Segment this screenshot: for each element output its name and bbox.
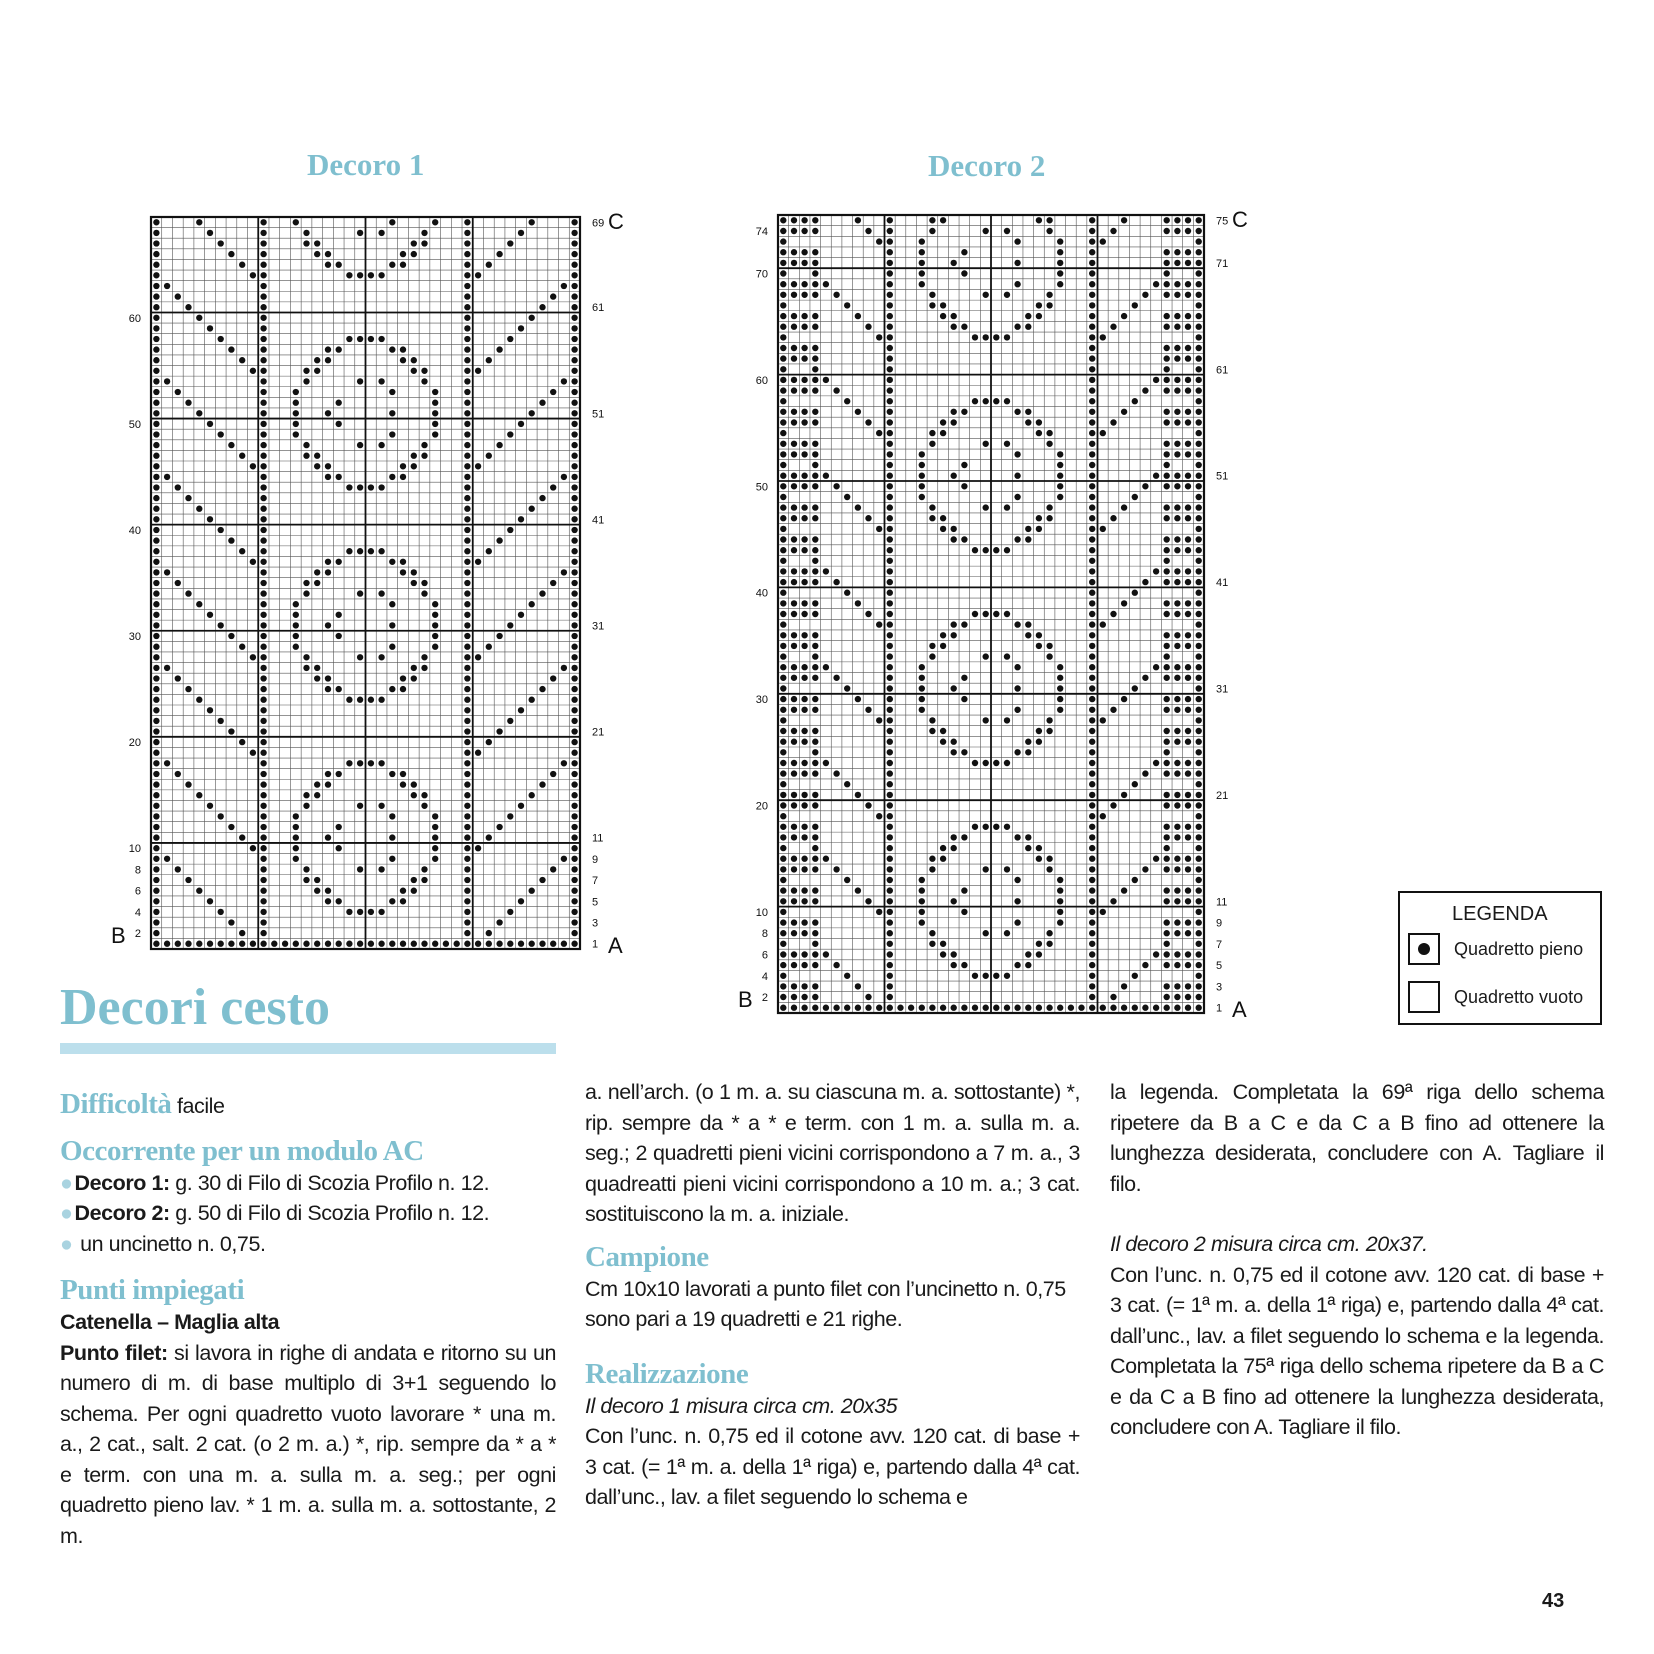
row-label-left: 2 xyxy=(134,928,141,941)
corner-a: A xyxy=(608,933,623,958)
decoro2-title: Decoro 2 xyxy=(928,148,1046,183)
legend xyxy=(1398,891,1602,1025)
row-label-right: 3 xyxy=(592,917,599,930)
corner-b: B xyxy=(738,987,753,1012)
row-label-right: 9 xyxy=(592,853,599,866)
corner-a: A xyxy=(1232,997,1247,1022)
legend-title: LEGENDA xyxy=(1452,903,1548,925)
legend-full-label: Quadretto pieno xyxy=(1454,938,1584,959)
full-square-icon xyxy=(1408,933,1440,965)
row-label-right: 41 xyxy=(592,514,605,527)
empty-square-icon xyxy=(1408,981,1440,1013)
row-label-right: 31 xyxy=(592,620,605,633)
points-subtitle: Catenella – Maglia alta xyxy=(60,1310,280,1334)
row-label-right: 5 xyxy=(592,896,599,909)
article-title: Decori cesto xyxy=(60,979,330,1036)
filet-paragraph xyxy=(60,1338,556,1552)
row-label-left: 2 xyxy=(761,992,768,1005)
material-3-text: un uncinetto n. 0,75. xyxy=(80,1231,266,1256)
row-label-left: 4 xyxy=(134,906,141,919)
row-label-left: 10 xyxy=(755,906,768,919)
row-label-right: 11 xyxy=(1216,896,1228,909)
row-label-right: 1 xyxy=(1216,1002,1223,1015)
row-label-left: 50 xyxy=(755,481,768,494)
difficulty-label: Difficoltà xyxy=(60,1088,172,1120)
row-label-right: 69 xyxy=(592,217,605,230)
make-title: Realizzazione xyxy=(585,1357,749,1390)
row-label-left: 30 xyxy=(128,631,141,644)
row-label-left: 60 xyxy=(755,374,768,387)
row-label-right: 61 xyxy=(1216,364,1229,377)
material-2-text: g. 50 di Filo di Scozia Profilo n. 12. xyxy=(175,1201,490,1225)
decoro1-instructions: Con l’unc. n. 0,75 ed il cotone avv. 120 cat. di base + 3 cat. (= 1ª m. a. della 1ª riga) e, partendo dalla 4ª cat. dall’unc., lav. a filet seguendo lo schema e xyxy=(585,1424,1080,1509)
row-label-left: 8 xyxy=(761,928,768,941)
sample-title: Campione xyxy=(585,1240,709,1273)
points-title: Punti impiegati xyxy=(60,1274,245,1306)
row-label-right: 51 xyxy=(1216,470,1229,483)
row-label-right: 7 xyxy=(592,875,599,888)
decoro1-title: Decoro 1 xyxy=(307,147,425,182)
row-label-left: 4 xyxy=(761,970,768,983)
material-1-text: g. 30 di Filo di Scozia Profilo n. 12. xyxy=(175,1170,490,1195)
decoro2-measure: Il decoro 2 misura circa cm. 20x37. xyxy=(1110,1232,1428,1256)
material-3: ● un uncinetto n. 0,75. xyxy=(60,1231,266,1256)
row-label-left: 20 xyxy=(128,737,141,750)
row-label-left: 30 xyxy=(755,694,768,707)
row-label-right: 31 xyxy=(1216,683,1229,696)
row-label-right: 7 xyxy=(1216,938,1223,951)
material-2-label: Decoro 2: xyxy=(74,1201,170,1225)
row-label-right: 71 xyxy=(1216,257,1229,270)
column-1 xyxy=(60,1075,556,1551)
row-label-right: 3 xyxy=(1216,981,1223,994)
decoro1-measure: Il decoro 1 misura circa cm. 20x35 xyxy=(585,1393,898,1418)
row-label-right: 1 xyxy=(592,938,599,951)
row-label-right: 61 xyxy=(592,302,605,315)
decoro2-instructions: Con l’unc. n. 0,75 ed il cotone avv. 120 cat. di base + 3 cat. (= 1ª m. a. della 1ª riga) e, partendo dalla 4ª cat. dall’unc., lav. a filet seguendo lo schema e la legenda. Completata la 75ª riga dello schema ripetere da B a C e da C a B fino ad ottenere la lunghezza desiderata, concludere con A. Tagliare il filo. xyxy=(1110,1262,1604,1439)
row-label-left: 70 xyxy=(755,268,768,281)
row-label-left: 40 xyxy=(755,587,768,600)
row-label-left: 74 xyxy=(755,225,768,238)
column-2 xyxy=(585,1077,1080,1513)
row-label-left: 60 xyxy=(128,312,141,325)
filet-label: Punto filet: xyxy=(60,1340,168,1365)
filet-text: si lavora in righe di andata e ritorno su un numero di m. di base multiplo di 3+1 seguendo lo schema. Per ogni quadretto vuoto lavorare * una m. a., 2 cat., salt. 2 cat. (o 2 m. a.) *, rip. sempre da * a * e term. con una m. a. sulla m. a. seg.; per ogni quadretto pieno lav. * 1 m. a. sulla m. a. sottostante, 2 m. xyxy=(60,1340,556,1548)
legend-empty-row xyxy=(1408,981,1583,1013)
col3-paragraph: la legenda. Completata la 69ª riga dello schema ripetere da B a C e da C a B fino ad ottenere la lunghezza desiderata, concludere con A. Tagliare il filo. xyxy=(1110,1080,1604,1196)
page-number: 43 xyxy=(1542,1590,1565,1612)
column-3 xyxy=(1110,1077,1604,1443)
materials-title: Occorrente per un modulo AC xyxy=(60,1134,424,1167)
row-label-left: 50 xyxy=(128,418,141,431)
row-label-right: 41 xyxy=(1216,577,1229,590)
row-label-right: 11 xyxy=(592,832,604,845)
sample-text: Cm 10x10 lavorati a punto filet con l’uncinetto n. 0,75 sono pari a 19 quadretti e 21 righe. xyxy=(585,1276,1066,1331)
difficulty-value: facile xyxy=(177,1094,225,1118)
material-1: ●Decoro 1: g. 30 di Filo di Scozia Profilo n. 12. xyxy=(60,1170,490,1195)
row-label-right: 51 xyxy=(592,408,605,421)
row-label-right: 5 xyxy=(1216,960,1223,973)
row-label-right: 21 xyxy=(1216,789,1229,802)
corner-c: C xyxy=(1232,207,1248,232)
row-label-left: 6 xyxy=(761,949,768,962)
row-label-left: 10 xyxy=(128,843,141,856)
row-label-right: 9 xyxy=(1216,917,1223,930)
corner-c: C xyxy=(608,209,624,234)
corner-b: B xyxy=(111,923,126,948)
legend-full-row xyxy=(1408,933,1583,965)
row-label-left: 6 xyxy=(134,885,141,898)
row-label-left: 8 xyxy=(134,864,141,877)
row-label-left: 20 xyxy=(755,800,768,813)
row-label-left: 40 xyxy=(128,524,141,537)
material-1-label: Decoro 1: xyxy=(74,1170,170,1195)
row-label-right: 75 xyxy=(1216,215,1229,228)
col2-paragraph: a. nell’arch. (o 1 m. a. su ciascuna m. a. sottostante) *, rip. sempre da * a * e term. con 1 m. a. sulla m. a. seg.; 2 quadretti pieni vicini corrispondono a 7 m. a., 3 quadreatti pieni vicini corrispondono a 10 m. a.; 3 cat. sostituiscono la m. a. iniziale. xyxy=(585,1080,1080,1226)
material-2: ●Decoro 2: g. 50 di Filo di Scozia Profilo n. 12. xyxy=(60,1201,490,1225)
row-label-right: 21 xyxy=(592,726,605,739)
title-rule xyxy=(60,1043,556,1054)
legend-empty-label: Quadretto vuoto xyxy=(1454,986,1584,1007)
